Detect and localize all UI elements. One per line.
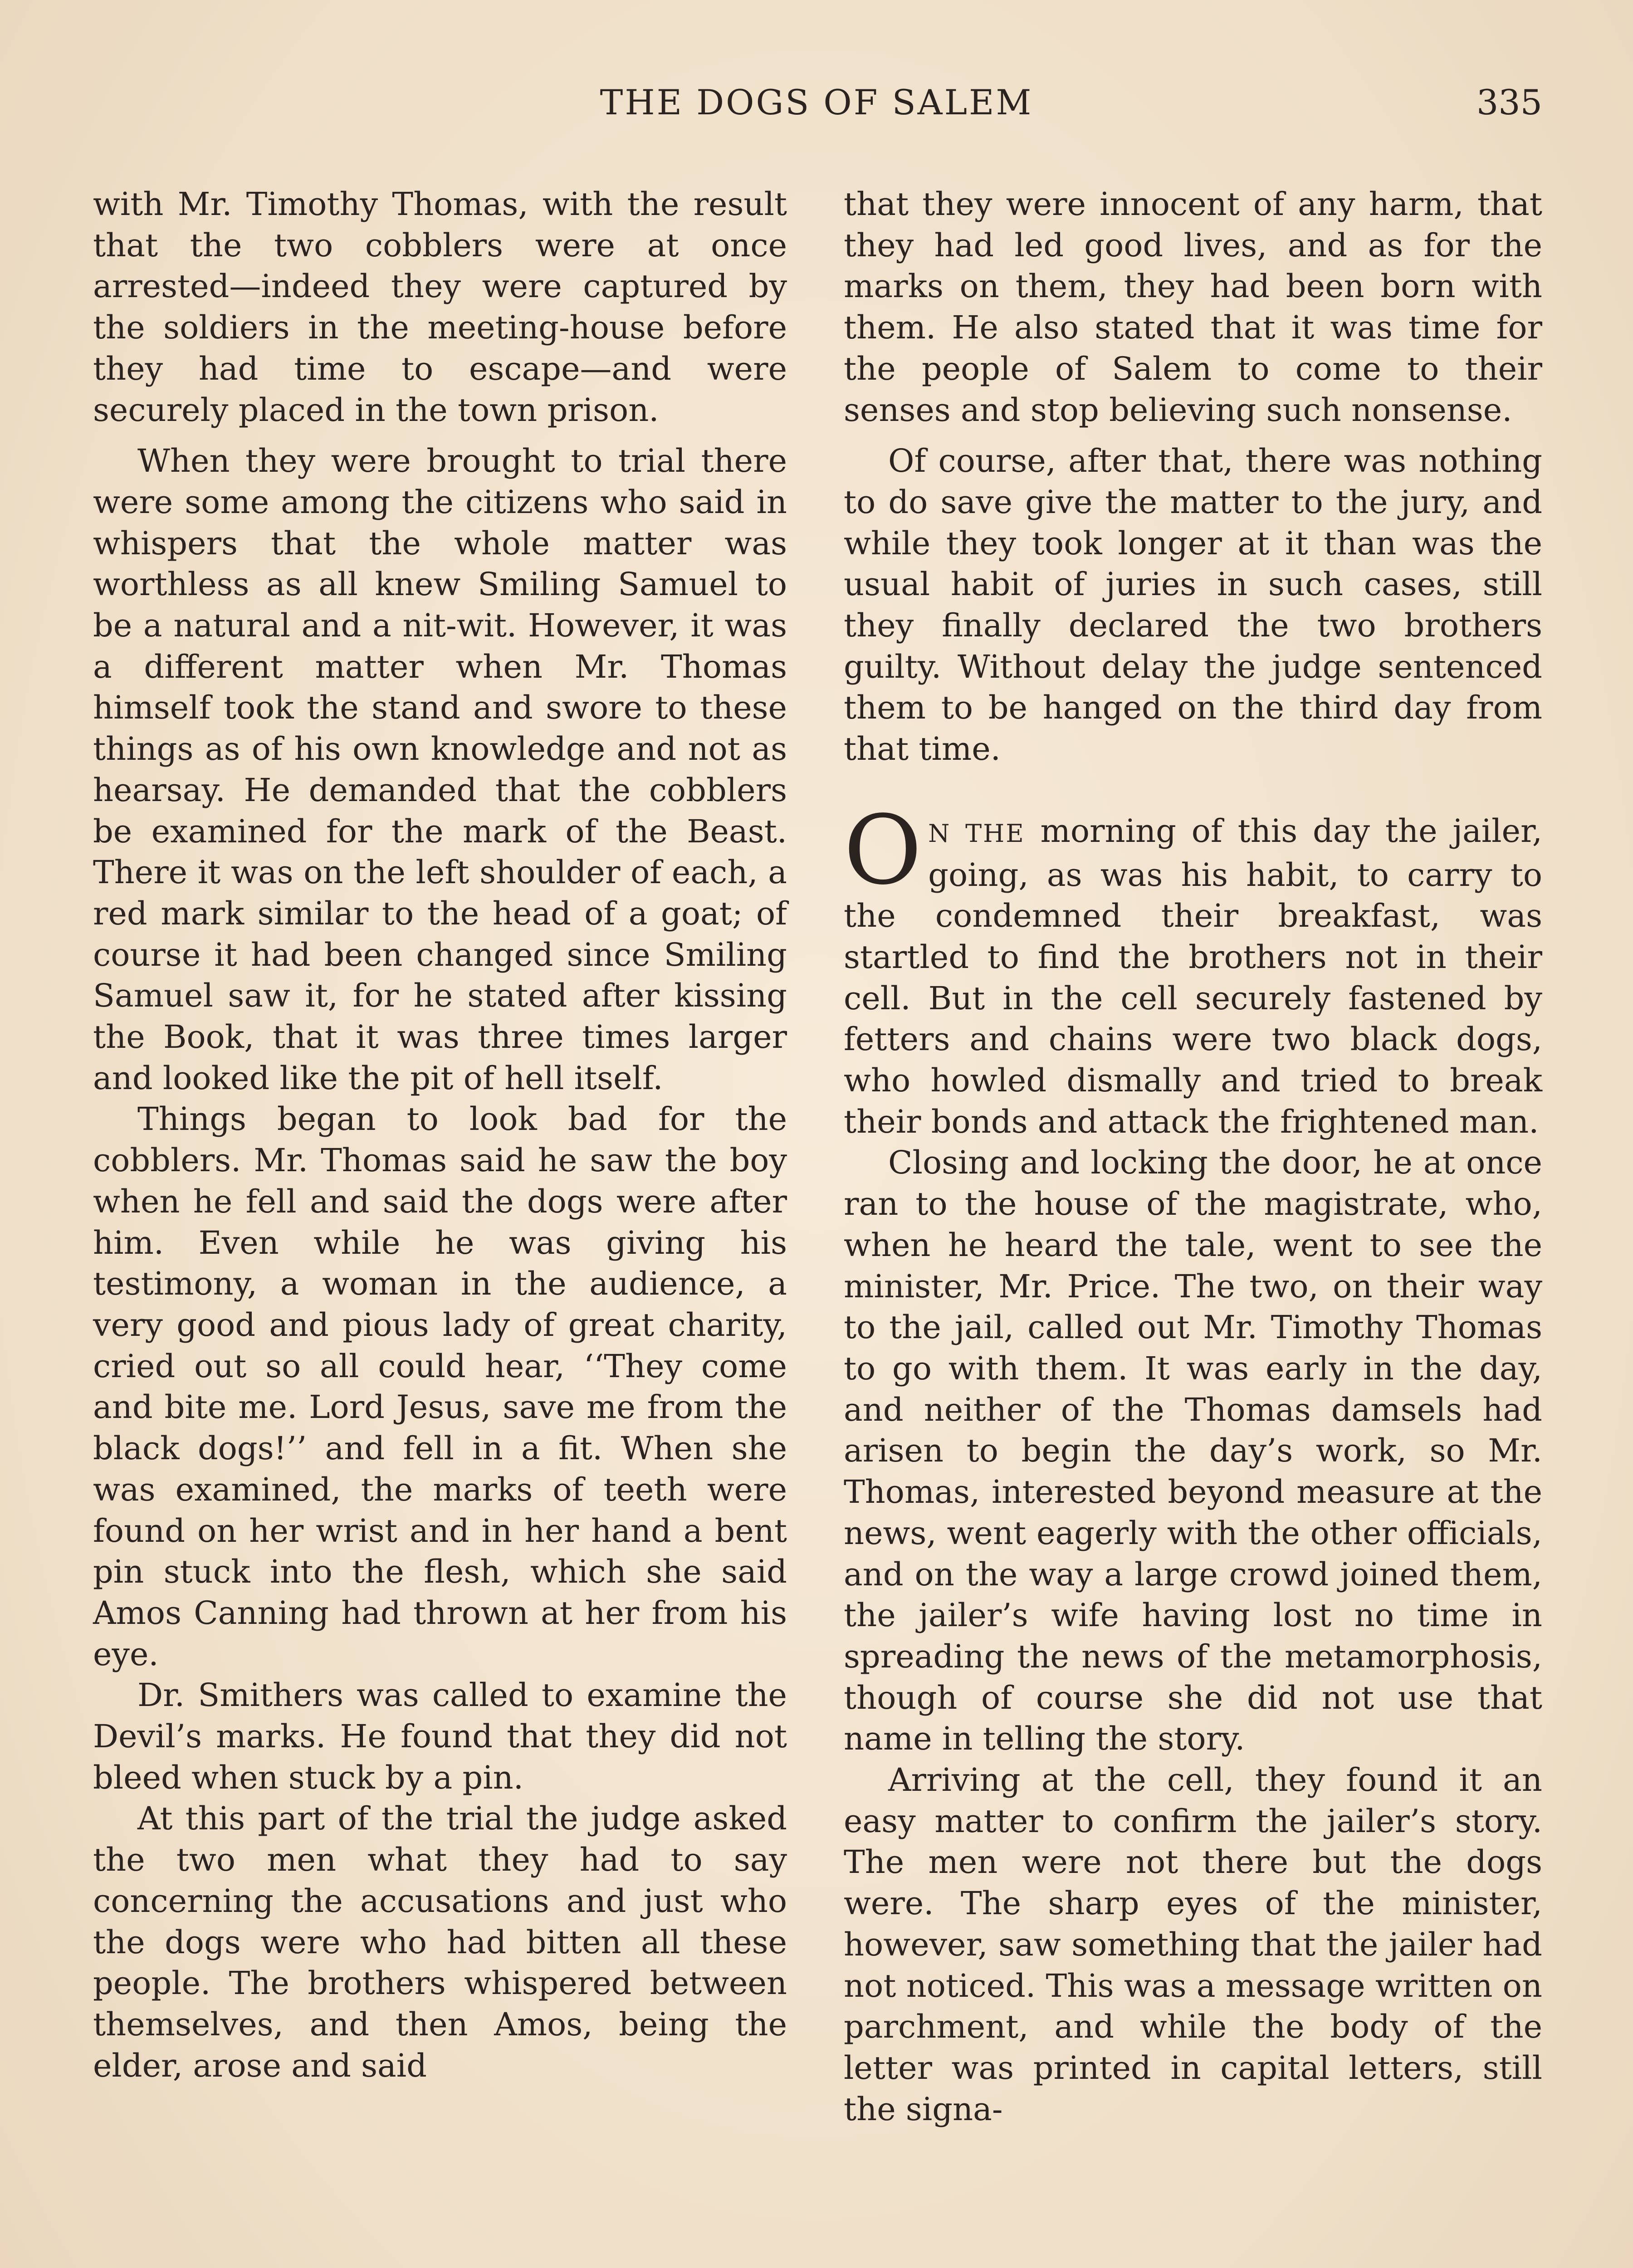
- running-title: THE DOGS OF SALEM: [600, 82, 1033, 122]
- paragraph: Arriving at the cell, they found it an easy matter to confirm the jailer’s story. The men were not there but the dogs were. The sharp eyes of the minister, however, saw something that the jailer had not noticed. This was a message written on parchment, and while the body of the letter was printed in capital letters, still the signa-: [844, 1761, 1542, 2128]
- right-column: [844, 184, 1542, 2130]
- small-caps-lead: N THE: [928, 819, 1025, 848]
- paragraph: with Mr. Timothy Thomas, with the result that the two cobblers were at once arrested—indeed they were captured by the soldiers in the meeting-house before they had time to escape—and were securely placed in the town prison.: [93, 186, 787, 429]
- page-number: 335: [1476, 82, 1542, 122]
- paragraph: Of course, after that, there was nothing to do save give the matter to the jury, and while they took longer at it than was the usual habit of juries in such cases, still they finally declared the two brothers guilty. Without delay the judge sentenced them to be hanged on the third day from that time.: [844, 442, 1542, 768]
- paragraph: Closing and locking the door, he at once ran to the house of the magistrate, who, when he heard the tale, went to see the minister, Mr. Price. The two, on their way to the jail, called out Mr. Timothy Thomas to go with them. It was early in the day, and neither of the Thomas damsels had arisen to begin the day’s work, so Mr. Thomas, interested beyond measure at the news, went eagerly with the other officials, and on the way a large crowd joined them, the jailer’s wife having lost no time in spreading the news of the metamorphosis, though of course she did not use that name in telling the story.: [844, 1144, 1542, 1758]
- paragraph: Things began to look bad for the cobblers. Mr. Thomas said he saw the boy when he fell and said the dogs were after him. Even while he was giving his testimony, a woman in the audience, a very good and pious lady of great charity, cried out so all could hear, ‘‘They come and bite me. Lord Jesus, save me from the black dogs!’’ and fell in a fit. When she was examined, the marks of teeth were found on her wrist and in her hand a bent pin stuck into the flesh, which she said Amos Canning had thrown at her from his eye.: [93, 1100, 787, 1673]
- drop-cap: O: [844, 794, 922, 906]
- section-opening-paragraph: [844, 794, 1542, 1143]
- paragraph: that they were innocent of any harm, that they had led good lives, and as for the marks on them, they had been born with them. He also stated that it was time for the people of Salem to come to their senses and stop believing such nonsense.: [844, 186, 1542, 429]
- paragraph: Dr. Smithers was called to examine the Devil’s marks. He found that they did not bleed when stuck by a pin.: [93, 1677, 787, 1796]
- section-break: [844, 770, 1542, 811]
- paragraph: When they were brought to trial there were some among the citizens who said in whispers that the whole matter was worthless as all knew Smiling Samuel to be a natural and a nit-wit. However, it was a different matter when Mr. Thomas himself took the stand and swore to these things as of his own knowledge and not as hearsay. He demanded that the cobblers be examined for the mark of the Beast. There it was on the left shoulder of each, a red mark similar to the head of a goat; of course it had been changed since Smiling Samuel saw it, for he stated after kissing the Book, that it was three times larger and looked like the pit of hell itself.: [93, 442, 787, 1097]
- paragraph: At this part of the trial the judge asked the two men what they had to say concerning the accusations and just who the dogs were who had bitten all these people. The brothers whispered between themselves, and then Amos, being the elder, arose and said: [93, 1800, 787, 2084]
- left-column: [93, 184, 787, 2086]
- paragraph-text: morning of this day the jailer, going, as was his habit, to carry to the condemned their breakfast, was startled to find the brothers not in their cell. But in the cell securely fastened by fetters and chains were two black dogs, who howled dismally and tried to break their bonds and attack the frightened man.: [844, 812, 1542, 1140]
